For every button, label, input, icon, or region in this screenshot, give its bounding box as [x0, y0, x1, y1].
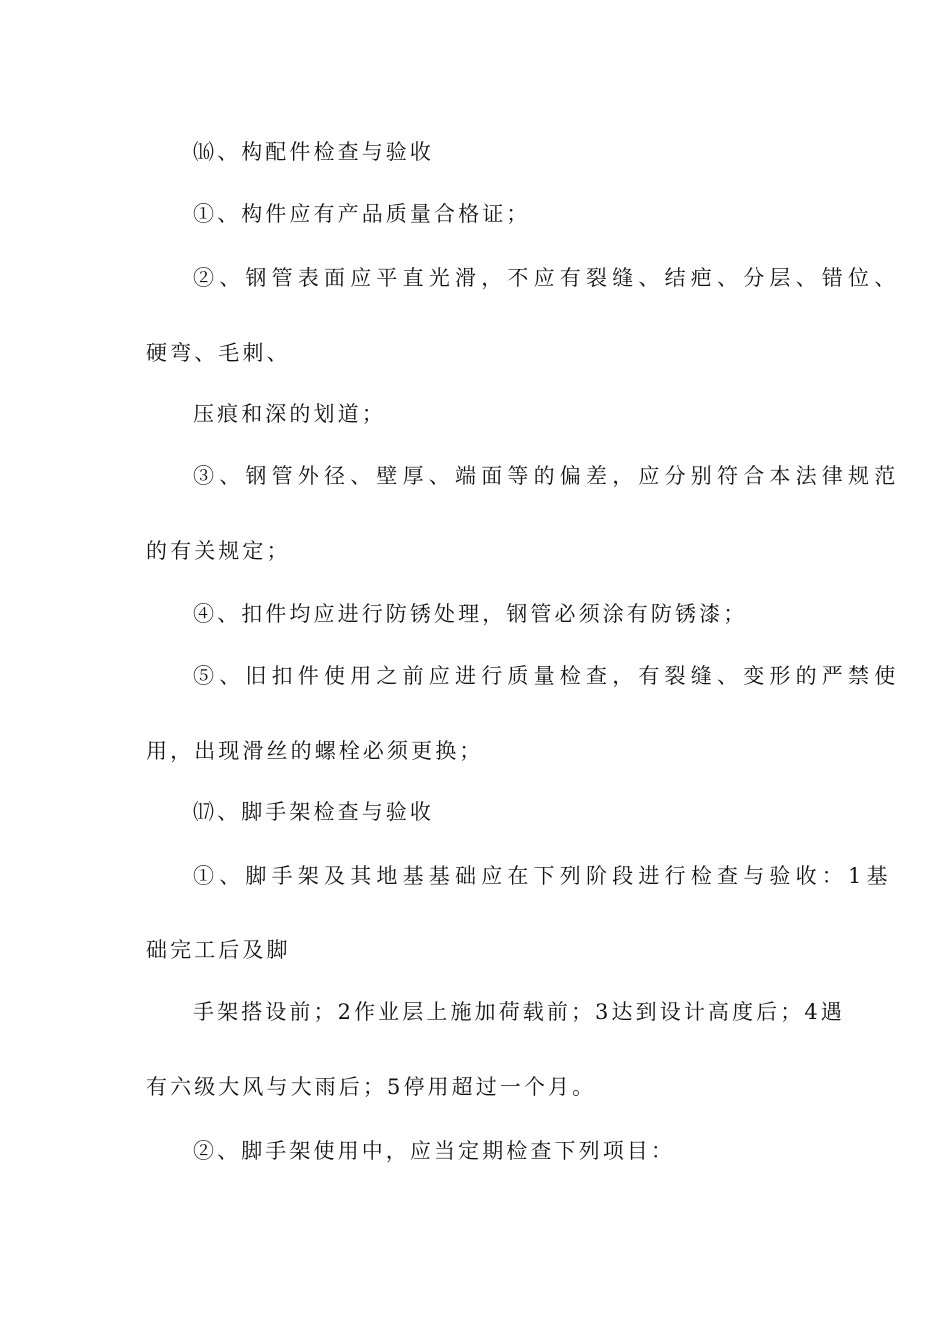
paragraph-line: ①、脚手架及其地基基础应在下列阶段进行检查与验收：1基 [193, 864, 893, 888]
paragraph-line: ④、扣件均应进行防锈处理，钢管必须涂有防锈漆； [193, 602, 748, 626]
paragraph-line: ⑤、旧扣件使用之前应进行质量检查，有裂缝、变形的严禁使 [193, 664, 901, 688]
paragraph-line: 手架搭设前；2作业层上施加荷载前；3达到设计高度后；4遇 [193, 1000, 845, 1024]
paragraph-line: ①、构件应有产品质量合格证； [193, 202, 531, 226]
paragraph-line: ③、钢管外径、壁厚、端面等的偏差，应分别符合本法律规范 [193, 464, 901, 488]
paragraph-line: 用，出现滑丝的螺栓必须更换； [146, 739, 484, 763]
paragraph-line: 有六级大风与大雨后；5停用超过一个月。 [146, 1075, 597, 1099]
section-heading-16: ⒃、构配件检查与验收 [193, 140, 434, 164]
paragraph-line: 础完工后及脚 [146, 938, 291, 962]
paragraph-line: 的有关规定； [146, 539, 291, 563]
paragraph-line: 压痕和深的划道； [193, 402, 386, 426]
paragraph-line: 硬弯、毛刺、 [146, 341, 291, 365]
paragraph-line: ②、脚手架使用中，应当定期检查下列项目： [193, 1139, 675, 1163]
section-heading-17: ⒄、脚手架检查与验收 [193, 800, 434, 824]
paragraph-line: ②、钢管表面应平直光滑，不应有裂缝、结疤、分层、错位、 [193, 266, 901, 290]
